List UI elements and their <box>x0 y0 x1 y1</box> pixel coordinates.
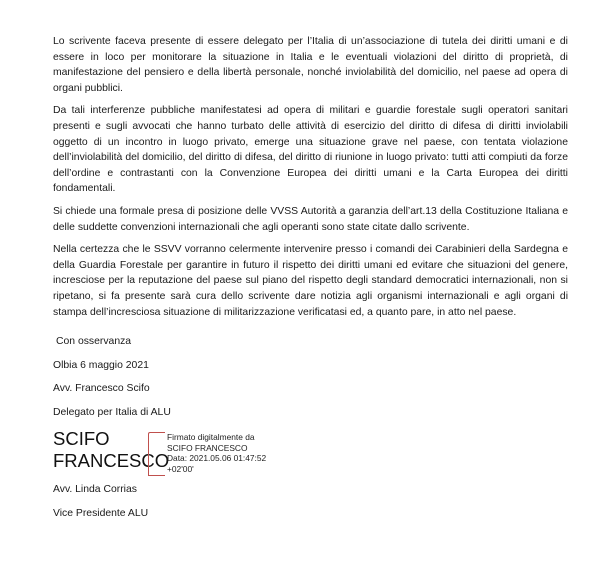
paragraph-1: Lo scrivente faceva presente di essere delegato per l’Italia di un’associazione di tutela dei diritti umani e di essere in loco per monitorare la situazione in Italia e le eventuali violazioni del diritto di proprietà, di manifestazione del pensiero e della libertà personale, nonché inviolabilità del domicilio, nel paese ad opera di organi pubblici. <box>53 36 568 94</box>
paragraph-2: Da tali interferenze pubbliche manifestatesi ad opera di militari e guardie forestale sugli operatori sanitari presenti e sugli avvocati che hanno turbato delle attività di esercizio del diritto di difesa di diritti inviolabili oggetto di un incontro in luogo privato, emerge una situazione grave nel paese, con tentata violazione dell’inviolabilità del domicilio, del diritto di difesa, del diritto di riunione in luogo privato: tutti atti compiuti da forze dell’ordine e contrastanti con la Convenzione Europea dei diritti umani e la Carta Europea dei diritti fondamentali. <box>53 105 568 195</box>
author-name: Avv. Francesco Scifo <box>53 383 150 395</box>
paragraph-3: Si chiede una formale presa di posizione delle VVSS Autorità a garanzia dell’art.13 della Costituzione Italiana e delle suddette convenzioni internazionali che agli operanti sono state citate dallo scrivente. <box>53 205 568 233</box>
author-role: Delegato per Italia di ALU <box>53 406 171 418</box>
paragraph-4: Nella certezza che le SSVV vorranno celermente intervenire presso i comandi dei Carabinieri della Sardegna e della Guardia Forestale per garantire in futuro il rispetto dei diritti umani ed evitare che situazioni del genere, incresciose per la reputazione del paese sul piano del rispetto degli standard democratici internazionali, non si ripetano, si fa presente sarà cura dello scrivente dare notizia agli organismi internazionali e agli organi di stampa dell’incresciosa situazione di militarizzazione verificatasi ed, a quanto pare, in atto nel paese. <box>53 244 568 318</box>
signature-info-line: Firmato digitalmente da <box>167 432 255 443</box>
signature-bracket <box>148 432 165 476</box>
signature-info-line: +02'00' <box>167 463 194 474</box>
closing-salutation: Con osservanza <box>56 336 132 348</box>
signature-name-line2: FRANCESCO <box>53 450 170 472</box>
cosigner-role: Vice Presidente ALU <box>53 508 149 520</box>
cosigner-name: Avv. Linda Corrias <box>53 484 137 496</box>
signature-info-line: Data: 2021.05.06 01:47:52 <box>167 453 267 464</box>
date-line: Olbia 6 maggio 2021 <box>53 359 149 371</box>
signature-name-line1: SCIFO <box>53 428 110 450</box>
digital-signature <box>53 428 568 478</box>
signature-info-line: SCIFO FRANCESCO <box>167 442 248 453</box>
signature-info <box>167 432 266 474</box>
